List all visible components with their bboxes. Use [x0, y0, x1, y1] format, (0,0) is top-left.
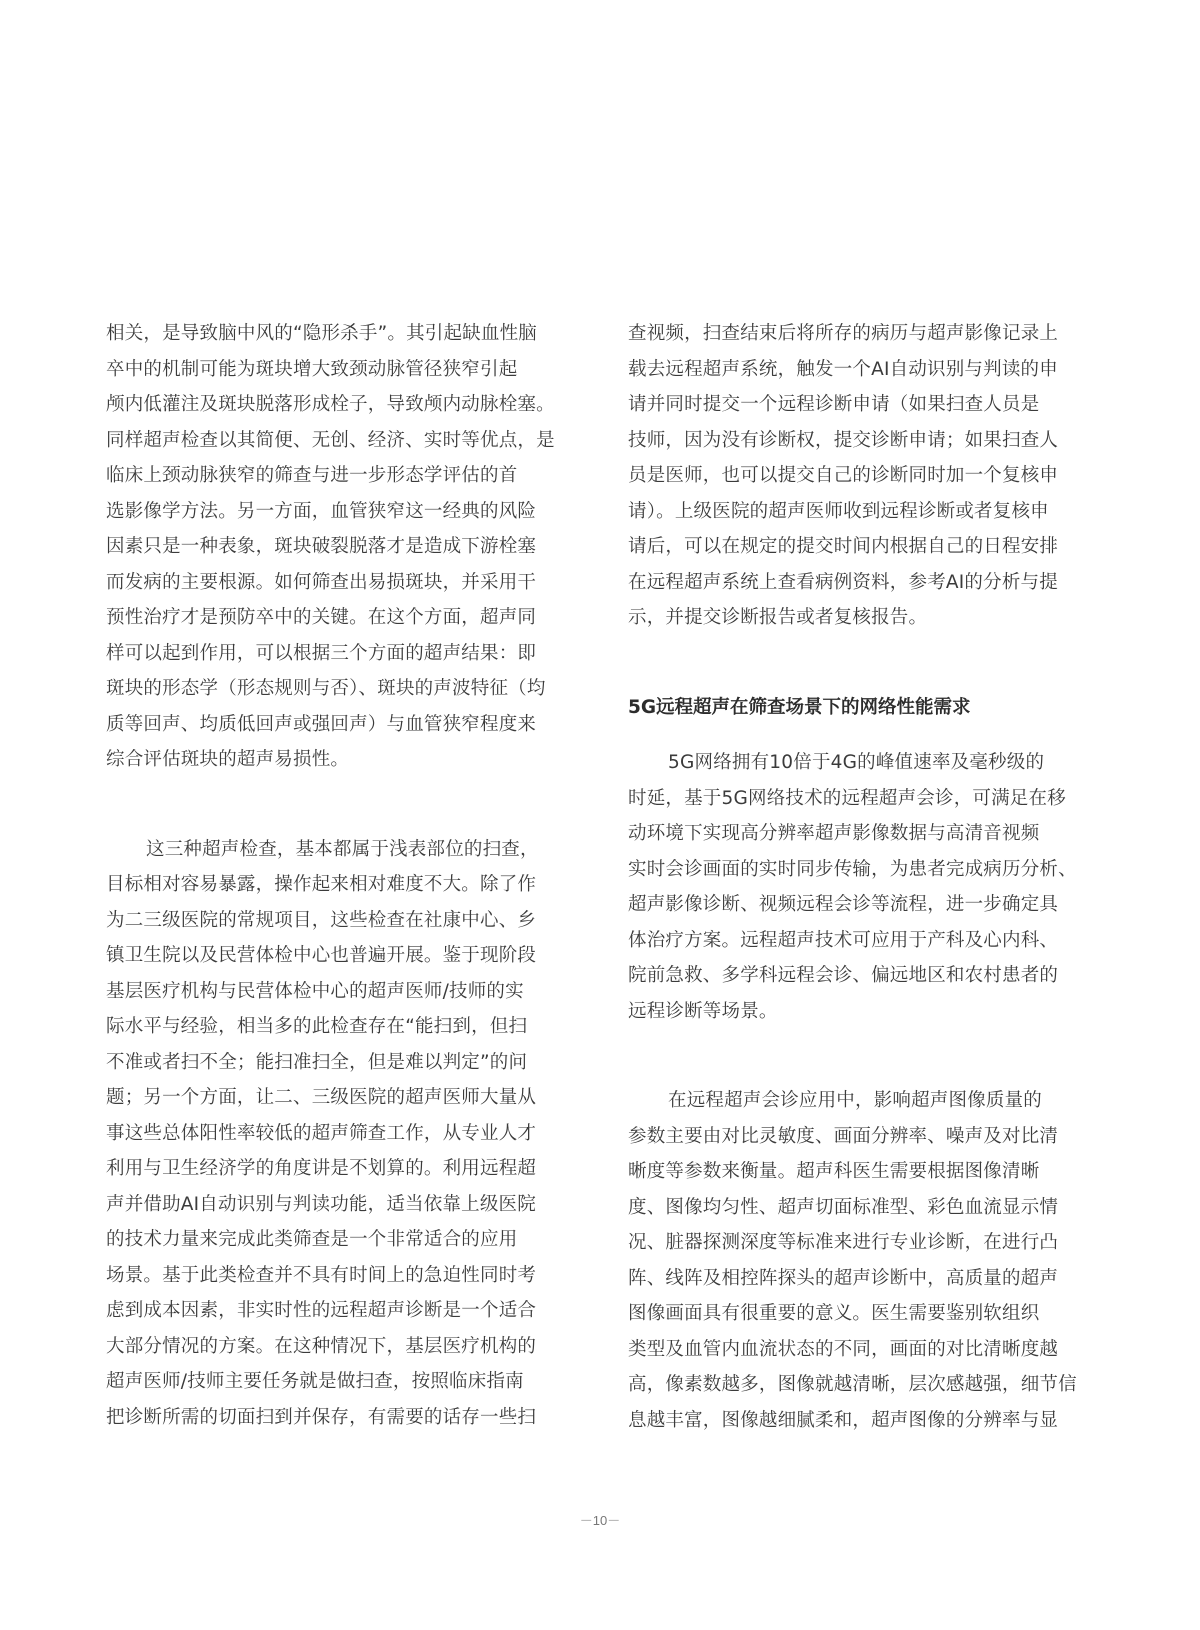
text-line: 在远程超声会诊应用中，影响超声图像质量的	[668, 1090, 1043, 1111]
paragraph-spacer	[628, 1029, 1094, 1083]
left-column	[106, 316, 572, 1435]
text-line: 声并借助AI自动识别与判读功能，适当依靠上级医院	[106, 1193, 536, 1215]
text-line: 场景。基于此类检查并不具有时间上的急迫性同时考	[106, 1264, 537, 1286]
text-line: 因素只是一种表象，斑块破裂脱落才是造成下游栓塞	[106, 536, 537, 557]
text-line: 体治疗方案。远程超声技术可应用于产科及心内科、	[628, 929, 1059, 951]
text-line: 临床上颈动脉狭窄的筛查与进一步形态学评估的首	[106, 465, 518, 486]
paragraph-spacer	[106, 778, 572, 832]
text-line: 把诊断所需的切面扫到并保存，有需要的话存一些扫	[106, 1406, 537, 1428]
text-line: 这三种超声检查，基本都属于浅表部位的扫查，	[146, 838, 539, 860]
text-line: 镇卫生院以及民营体检中心也普遍开展。鉴于现阶段	[106, 945, 537, 966]
text-line: 预性治疗才是预防卒中的关键。在这个方面，超声同	[106, 607, 537, 628]
text-line: 动环境下实现高分辨率超声影像数据与高清音视频	[628, 823, 1040, 844]
text-line: 综合评估斑块的超声易损性。	[106, 749, 350, 770]
text-line: 选影像学方法。另一方面，血管狭窄这一经典的风险	[106, 500, 537, 522]
text-line: 目标相对容易暴露，操作起来相对难度不大。除了作	[106, 874, 537, 895]
text-line: 卒中的机制可能为斑块增大致颈动脉管径狭窄引起	[106, 358, 518, 380]
text-line: 高，像素数越多，图像就越清晰，层次感越强，细节信	[628, 1374, 1077, 1395]
text-line: 利用与卫生经济学的角度讲是不划算的。利用远程超	[106, 1158, 537, 1179]
text-line: 题；另一个方面，让二、三级医院的超声医师大量从	[106, 1087, 537, 1108]
text-line: 查视频，扫查结束后将所存的病历与超声影像记录上	[628, 323, 1059, 344]
text-line: 同样超声检查以其简便、无创、经济、实时等优点，是	[106, 429, 555, 451]
text-line: 的技术力量来完成此类筛查是一个非常适合的应用	[106, 1229, 518, 1250]
text-line: 请后，可以在规定的提交时间内根据自己的日程安排	[628, 536, 1059, 557]
text-line: 大部分情况的方案。在这种情况下，基层医疗机构的	[106, 1335, 537, 1357]
text-line: 在远程超声系统上查看病例资料，参考AI的分析与提	[628, 571, 1058, 593]
text-line: 际水平与经验，相当多的此检查存在“能扫到，但扫	[106, 1016, 528, 1037]
text-line: 类型及血管内血流状态的不同，画面的对比清晰度越	[628, 1338, 1059, 1360]
text-line: 虑到成本因素，非实时性的远程超声诊断是一个适合	[106, 1300, 537, 1321]
text-line: 颅内低灌注及斑块脱落形成栓子，导致颅内动脉栓塞。	[106, 394, 555, 415]
text-line: 示，并提交诊断报告或者复核报告。	[628, 607, 928, 628]
paragraph-carotid-plaque	[106, 316, 572, 778]
text-line: 参数主要由对比灵敏度、画面分辨率、噪声及对比清	[628, 1125, 1059, 1147]
paragraph-remote-workflow	[628, 316, 1094, 636]
heading-spacer	[628, 725, 1094, 745]
text-line: 请）。上级医院的超声医师收到远程诊断或者复核申	[628, 500, 1049, 522]
text-line: 技师，因为没有诊断权，提交诊断申请；如果扫查人	[628, 429, 1059, 451]
section-heading: 5G远程超声在筛查场景下的网络性能需求	[628, 696, 971, 718]
text-line: 晰度等参数来衡量。超声科医生需要根据图像清晰	[628, 1161, 1040, 1182]
text-line: 况、脏器探测深度等标准来进行专业诊断，在进行凸	[628, 1232, 1059, 1253]
text-line: 时延，基于5G网络技术的远程超声会诊，可满足在移	[628, 787, 1066, 809]
text-line: 超声医师/技师主要任务就是做扫查，按照临床指南	[106, 1371, 524, 1392]
text-line: 样可以起到作用，可以根据三个方面的超声结果：即	[106, 642, 537, 664]
text-line: 阵、线阵及相控阵探头的超声诊断中，高质量的超声	[628, 1267, 1059, 1289]
text-line: 斑块的形态学（形态规则与否）、斑块的声波特征（均	[106, 678, 546, 699]
text-line: 相关，是导致脑中风的“隐形杀手”。其引起缺血性脑	[106, 323, 537, 344]
text-line: 事这些总体阳性率较低的超声筛查工作，从专业人才	[106, 1122, 537, 1144]
paragraph-screening-scenario	[106, 832, 572, 1436]
text-line: 息越丰富，图像越细腻柔和，超声图像的分辨率与显	[628, 1409, 1059, 1431]
right-column	[628, 316, 1094, 1438]
text-line: 实时会诊画面的实时同步传输，为患者完成病历分析、	[628, 858, 1077, 880]
text-line: 不准或者扫不全；能扫准扫全，但是难以判定”的问	[106, 1051, 528, 1073]
paragraph-5g-capability	[628, 745, 1094, 1029]
text-line: 载去远程超声系统，触发一个AI自动识别与判读的申	[628, 358, 1058, 380]
text-line: 而发病的主要根源。如何筛查出易损斑块，并采用干	[106, 571, 537, 593]
text-line: 请并同时提交一个远程诊断申请（如果扫查人员是	[628, 394, 1040, 415]
text-line: 图像画面具有很重要的意义。医生需要鉴别软组织	[628, 1303, 1040, 1324]
page-number: －10－	[579, 1513, 621, 1528]
text-line: 员是医师，也可以提交自己的诊断同时加一个复核申	[628, 465, 1059, 486]
text-line: 5G网络拥有10倍于4G的峰值速率及毫秒级的	[668, 752, 1045, 773]
text-line: 为二三级医院的常规项目，这些检查在社康中心、乡	[106, 909, 537, 931]
paragraph-image-quality	[628, 1083, 1094, 1438]
text-line: 超声影像诊断、视频远程会诊等流程，进一步确定具	[628, 894, 1059, 915]
text-line: 远程诊断等场景。	[628, 1000, 778, 1022]
text-line: 质等回声、均质低回声或强回声）与血管狭窄程度来	[106, 713, 537, 735]
paragraph-spacer	[628, 636, 1094, 690]
text-line: 院前急救、多学科远程会诊、偏远地区和农村患者的	[628, 965, 1059, 986]
text-line: 基层医疗机构与民营体检中心的超声医师/技师的实	[106, 980, 524, 1002]
text-line: 度、图像均匀性、超声切面标准型、彩色血流显示情	[628, 1196, 1059, 1218]
